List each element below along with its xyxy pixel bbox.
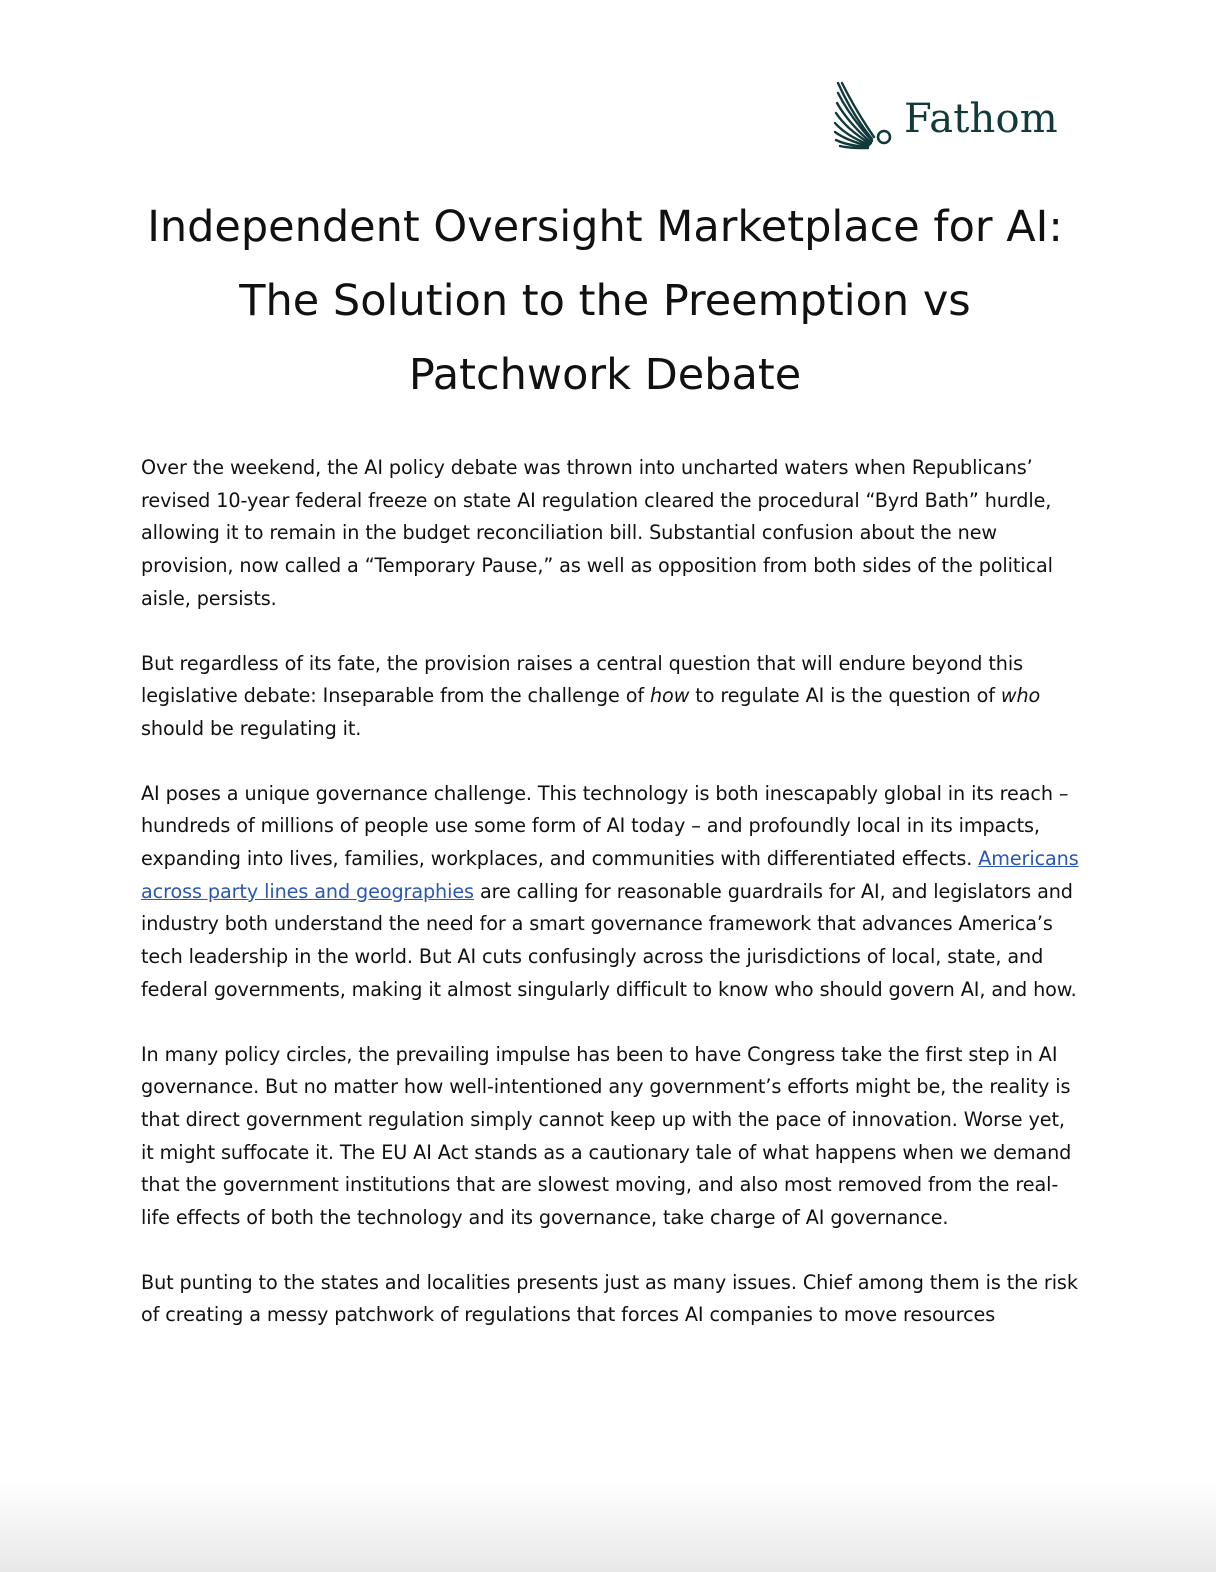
paragraph-2-text-b: to regulate AI is the question of	[689, 684, 1001, 708]
paragraph-3-text-a: AI poses a unique governance challenge. This technology is both inescapably global in its reach – hundreds of millions of people use some form of AI today – and profoundly local in its impacts, expanding into lives, families, workplaces, and communities with differentiated effects.	[141, 781, 1069, 871]
page-bottom-shadow	[0, 1482, 1216, 1572]
emphasis-who: who	[1000, 684, 1041, 708]
paragraph-2	[141, 648, 1081, 746]
paragraph-3	[141, 778, 1081, 1007]
paragraph-4: In many policy circles, the prevailing impulse has been to have Congress take the first step in AI governance. But no matter how well-intentioned any government’s efforts might be, the reality is that direct government regulation simply cannot keep up with the pace of innovation. Worse yet, it might suffocate it. The EU AI Act stands as a cautionary tale of what happens when we demand that the government institutions that are slowest moving, and also most removed from the real-life effects of both the technology and its governance, take charge of AI governance.	[141, 1042, 1072, 1230]
paragraph-2-text-c: should be regulating it.	[141, 716, 362, 740]
americans-guardrails-link[interactable]: Americans across party lines and geographies	[141, 847, 1079, 903]
logo-wordmark: Fathom	[904, 96, 1058, 142]
fathom-logo	[832, 80, 1062, 152]
document-title: Independent Oversight Marketplace for AI: The Solution to the Preemption vs Patchwork Debate	[147, 202, 1063, 400]
feather-wing-icon	[832, 81, 894, 151]
paragraph-1: Over the weekend, the AI policy debate was thrown into uncharted waters when Republicans’ revised 10-year federal freeze on state AI regulation cleared the procedural “Byrd Bath” hurdle, allowing it to remain in the budget reconciliation bill. Substantial confusion about the new provision, now called a “Temporary Pause,” as well as opposition from both sides of the political aisle, persists.	[141, 456, 1053, 610]
paragraph-2-text-a: But regardless of its fate, the provision raises a central question that will endure beyond this legislative debate: Inseparable from the challenge of	[141, 651, 1023, 708]
paragraph-3-text-b: are calling for reasonable guardrails for AI, and legislators and industry both understand the need for a smart governance framework that advances America’s tech leadership in the world. But AI cuts confusingly across the jurisdictions of local, state, and federal governments, making it almost singularly difficult to know who should govern AI, and how.	[141, 879, 1077, 1001]
paragraph-5: But punting to the states and localities presents just as many issues. Chief among them is the risk of creating a messy patchwork of regulations that forces AI companies to move resources	[141, 1270, 1078, 1327]
article-body	[141, 452, 1081, 1364]
emphasis-how: how	[650, 684, 690, 708]
